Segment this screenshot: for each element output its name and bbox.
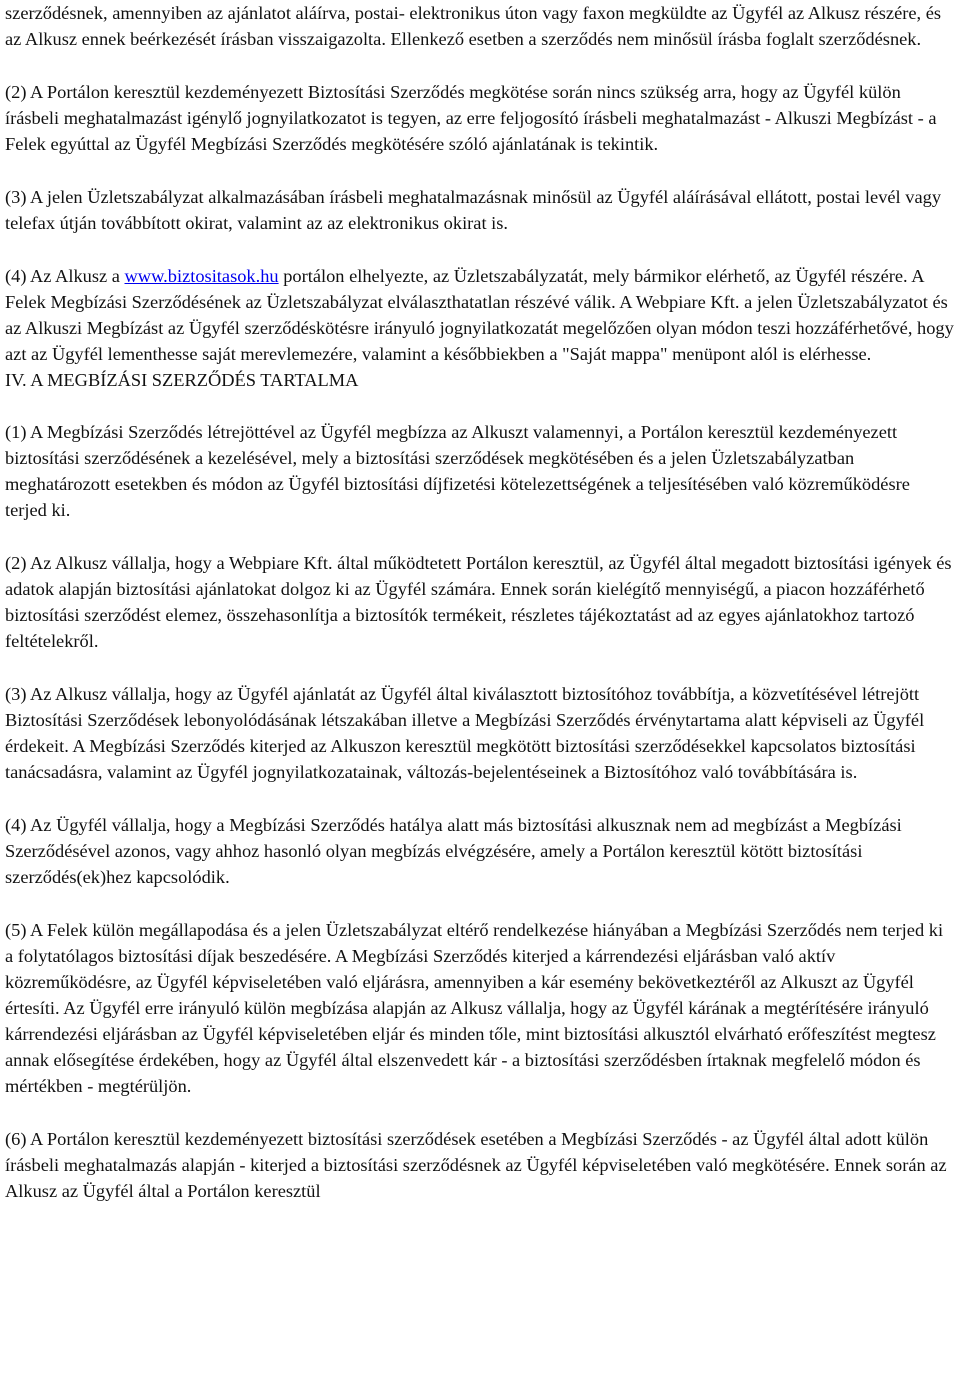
para4-after-link: portálon elhelyezte, az Üzletszabályzatát, mely bármikor elérhető, az Ügyfél részére. A Felek Megbízási Szerződésének az Üzletszabályzat elválaszthatatlan részévé válik. A Webpiare Kft. a jelen Üzletszabályzatot és az Alkuszi Megbízást az Ügyfél szerződéskötésre irányuló jognyilatkozatát megelőzően olyan módon teszi hozzáférhetővé, hogy azt az Ügyfél lementhesse saját merevlemezére, valamint a későbbiekben a "Saját mappa" menüpont alól is elérhesse. — [5, 266, 954, 364]
section3-paragraph-4 — [5, 263, 955, 367]
document-page — [5, 0, 955, 1204]
section3-paragraph-2: (2) A Portálon keresztül kezdeményezett Biztosítási Szerződés megkötése során nincs szükség arra, hogy az Ügyfél külön írásbeli meghatalmazást igénylő jognyilatkozatot is tegyen, az erre feljogosító írásbeli meghatalmazást - Alkuszi Megbízást - a Felek egyúttal az Ügyfél Megbízási Szerződés megkötésére szóló ajánlatának is tekintik. — [5, 82, 937, 154]
section-heading: IV. A MEGBÍZÁSI SZERZŐDÉS TARTALMA — [5, 370, 359, 390]
section4-paragraph-5: (5) A Felek külön megállapodása és a jelen Üzletszabályzat eltérő rendelkezése hiányában a Megbízási Szerződés nem terjed ki a folytatólagos biztosítási díjak beszedésére. A Megbízási Szerződés kiterjed a kárrendezési eljárásban való aktív közreműködésre, az Ügyfél képviseletében való eljárásra, amennyiben a kár esemény bekövetkeztéről az Alkuszt az Ügyfél értesíti. Az Ügyfél erre irányuló külön megbízása alapján az Alkusz vállalja, hogy az Ügyfél kárának a megtérítésére irányuló kárrendezési eljárásban az Ügyfél képviseletében eljár és minden tőle, mint biztosítási alkusztól elvárható erőfeszítést megtesz annak elősegítése érdekében, hogy az Ügyfél által elszenvedett kár - a biztosítási szerződésben írtaknak megfelelő módon és mértékben - megtérüljön. — [5, 920, 944, 1096]
section4-paragraph-4: (4) Az Ügyfél vállalja, hogy a Megbízási Szerződés hatálya alatt más biztosítási alkusznak nem ad megbízást a Megbízási Szerződésével azonos, vagy ahhoz hasonló olyan megbízás elvégzésére, amely a Portálon keresztül kötött biztosítási szerződés(ek)hez kapcsolódik. — [5, 815, 902, 887]
para4-before-link: (4) Az Alkusz a — [5, 266, 125, 286]
biztositasok-link[interactable]: www.biztositasok.hu — [124, 266, 279, 286]
section4-paragraph-2: (2) Az Alkusz vállalja, hogy a Webpiare Kft. által működtetett Portálon keresztül, az Ügyfél által megadott biztosítási igények és adatok alapján biztosítási ajánlatokat dolgoz ki az Ügyfél számára. Ennek során kielégítő mennyiségű, a piacon hozzáférhető biztosítási szerződést elemez, összehasonlítja a biztosítók termékeit, részletes tájékoztatást ad az egyes ajánlatokhoz tartozó feltételekről. — [5, 553, 952, 651]
section4-paragraph-3: (3) Az Alkusz vállalja, hogy az Ügyfél ajánlatát az Ügyfél által kiválasztott biztosítóhoz továbbítja, a közvetítésével létrejött Biztosítási Szerződések lebonyolódásának létszakában illetve a Megbízási Szerződés érvénytartama alatt képviseli az Ügyfél érdekeit. A Megbízási Szerződés kiterjed az Alkuszon keresztül megkötött biztosítási szerződésekkel kapcsolatos biztosítási tanácsadásra, valamint az Ügyfél jognyilatkozatainak, változás-bejelentéseinek a Biztosítóhoz való továbbítására is. — [5, 684, 925, 782]
section4-paragraph-1: (1) A Megbízási Szerződés létrejöttével az Ügyfél megbízza az Alkuszt valamennyi, a Portálon keresztül kezdeményezett biztosítási szerződésének a kezelésével, mely a biztosítási szerződések megkötésében és a jelen Üzletszabályzatban meghatározott esetekben és módon az Ügyfél biztosítási díjfizetési kötelezettségének a teljesítésében való közreműködésre terjed ki. — [5, 422, 910, 520]
section3-paragraph-3: (3) A jelen Üzletszabályzat alkalmazásában írásbeli meghatalmazásnak minősül az Ügyfél aláírásával ellátott, postai levél vagy telefax útján továbbított okirat, valamint az az elektronikus okirat is. — [5, 187, 942, 233]
section4-paragraph-6: (6) A Portálon keresztül kezdeményezett biztosítási szerződések esetében a Megbízási Szerződés - az Ügyfél által adott külön írásbeli meghatalmazás alapján - kiterjed a biztosítási szerződésnek az Ügyfél képviseletében való megkötésére. Ennek során az Alkusz az Ügyfél által a Portálon keresztül — [5, 1129, 947, 1201]
intro-paragraph: szerződésnek, amennyiben az ajánlatot aláírva, postai- elektronikus úton vagy faxon megküldte az Ügyfél az Alkusz részére, és az Alkusz ennek beérkezését írásban visszaigazolta. Ellenkező esetben a szerződés nem minősül írásba foglalt szerződésnek. — [5, 3, 942, 49]
